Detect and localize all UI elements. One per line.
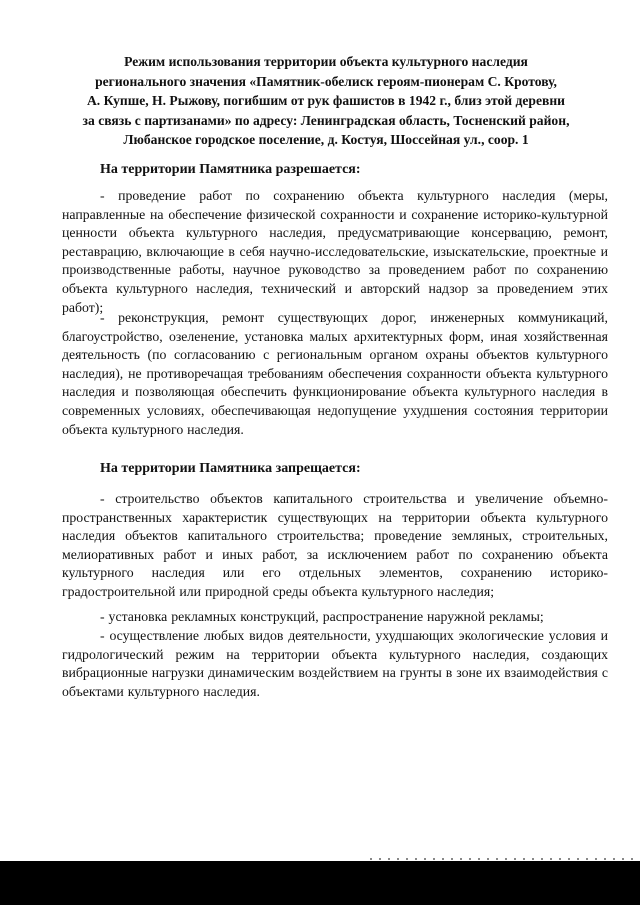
- forbidden-item: - осуществление любых видов деятельности, ухудшающих экологические условия и гидрологический режим на территории объекта культурного наследия, создающих вибрационные нагрузки динамическим воздействием на грунты в зоне их взаимодействия с объектами культурного наследия.: [62, 628, 608, 699]
- title-line: Любанское городское поселение, д. Костуя, Шоссейная ул., соор. 1: [123, 132, 529, 148]
- title-line: регионального значения «Памятник-обелиск героям-пионерам С. Кротову,: [95, 73, 557, 89]
- document-title: [56, 52, 596, 150]
- allowed-heading: На территории Памятника разрешается:: [100, 162, 361, 177]
- scan-bottom-edge: [0, 861, 640, 905]
- forbidden-heading: На территории Памятника запрещается:: [100, 461, 361, 476]
- title-line: за связь с партизанами» по адресу: Ленинградская область, Тосненский район,: [82, 112, 570, 128]
- title-line: Режим использования территории объекта культурного наследия: [124, 54, 528, 69]
- allowed-item: - реконструкция, ремонт существующих дорог, инженерных коммуникаций, благоустройство, озеленение, установка малых архитектурных форм, иная хозяйственная деятельность (по согласованию с региональным органом охраны объектов культурного наследия), не противоречащая требованиям обеспечения сохранности объекта культурного наследия и позволяющая обеспечить функционирование объекта культурного наследия в современных условиях, обеспечивающая недопущение ухудшения состояния территории объекта культурного наследия.: [62, 310, 608, 437]
- scan-specks: [370, 858, 640, 860]
- allowed-item: - проведение работ по сохранению объекта культурного наследия (меры, направленные на обеспечение физической сохранности и сохранение историко-культурной ценности объекта культурного наследия, предусматривающие консервацию, ремонт, реставрацию, включающие в себя научно-исследовательские, изыскательские, проектные и производственные работы, научное руководство за проведением работ по сохранению объекта культурного наследия, технический и авторский надзор за проведением этих работ);: [62, 188, 608, 315]
- title-line: А. Купше, Н. Рыжову, погибшим от рук фашистов в 1942 г., близ этой деревни: [86, 93, 566, 109]
- forbidden-item: - строительство объектов капитального строительства и увеличение объемно-пространственных характеристик существующих на территории объекта культурного наследия объектов капитального строительства; проведение земляных, строительных, мелиоративных работ и иных работ, за исключением работ по сохранению объекта культурного наследия или его отдельных элементов, сохранению историко-градостроительной или природной среды объекта культурного наследия;: [62, 491, 608, 599]
- forbidden-item: - установка рекламных конструкций, распространение наружной рекламы;: [100, 609, 544, 624]
